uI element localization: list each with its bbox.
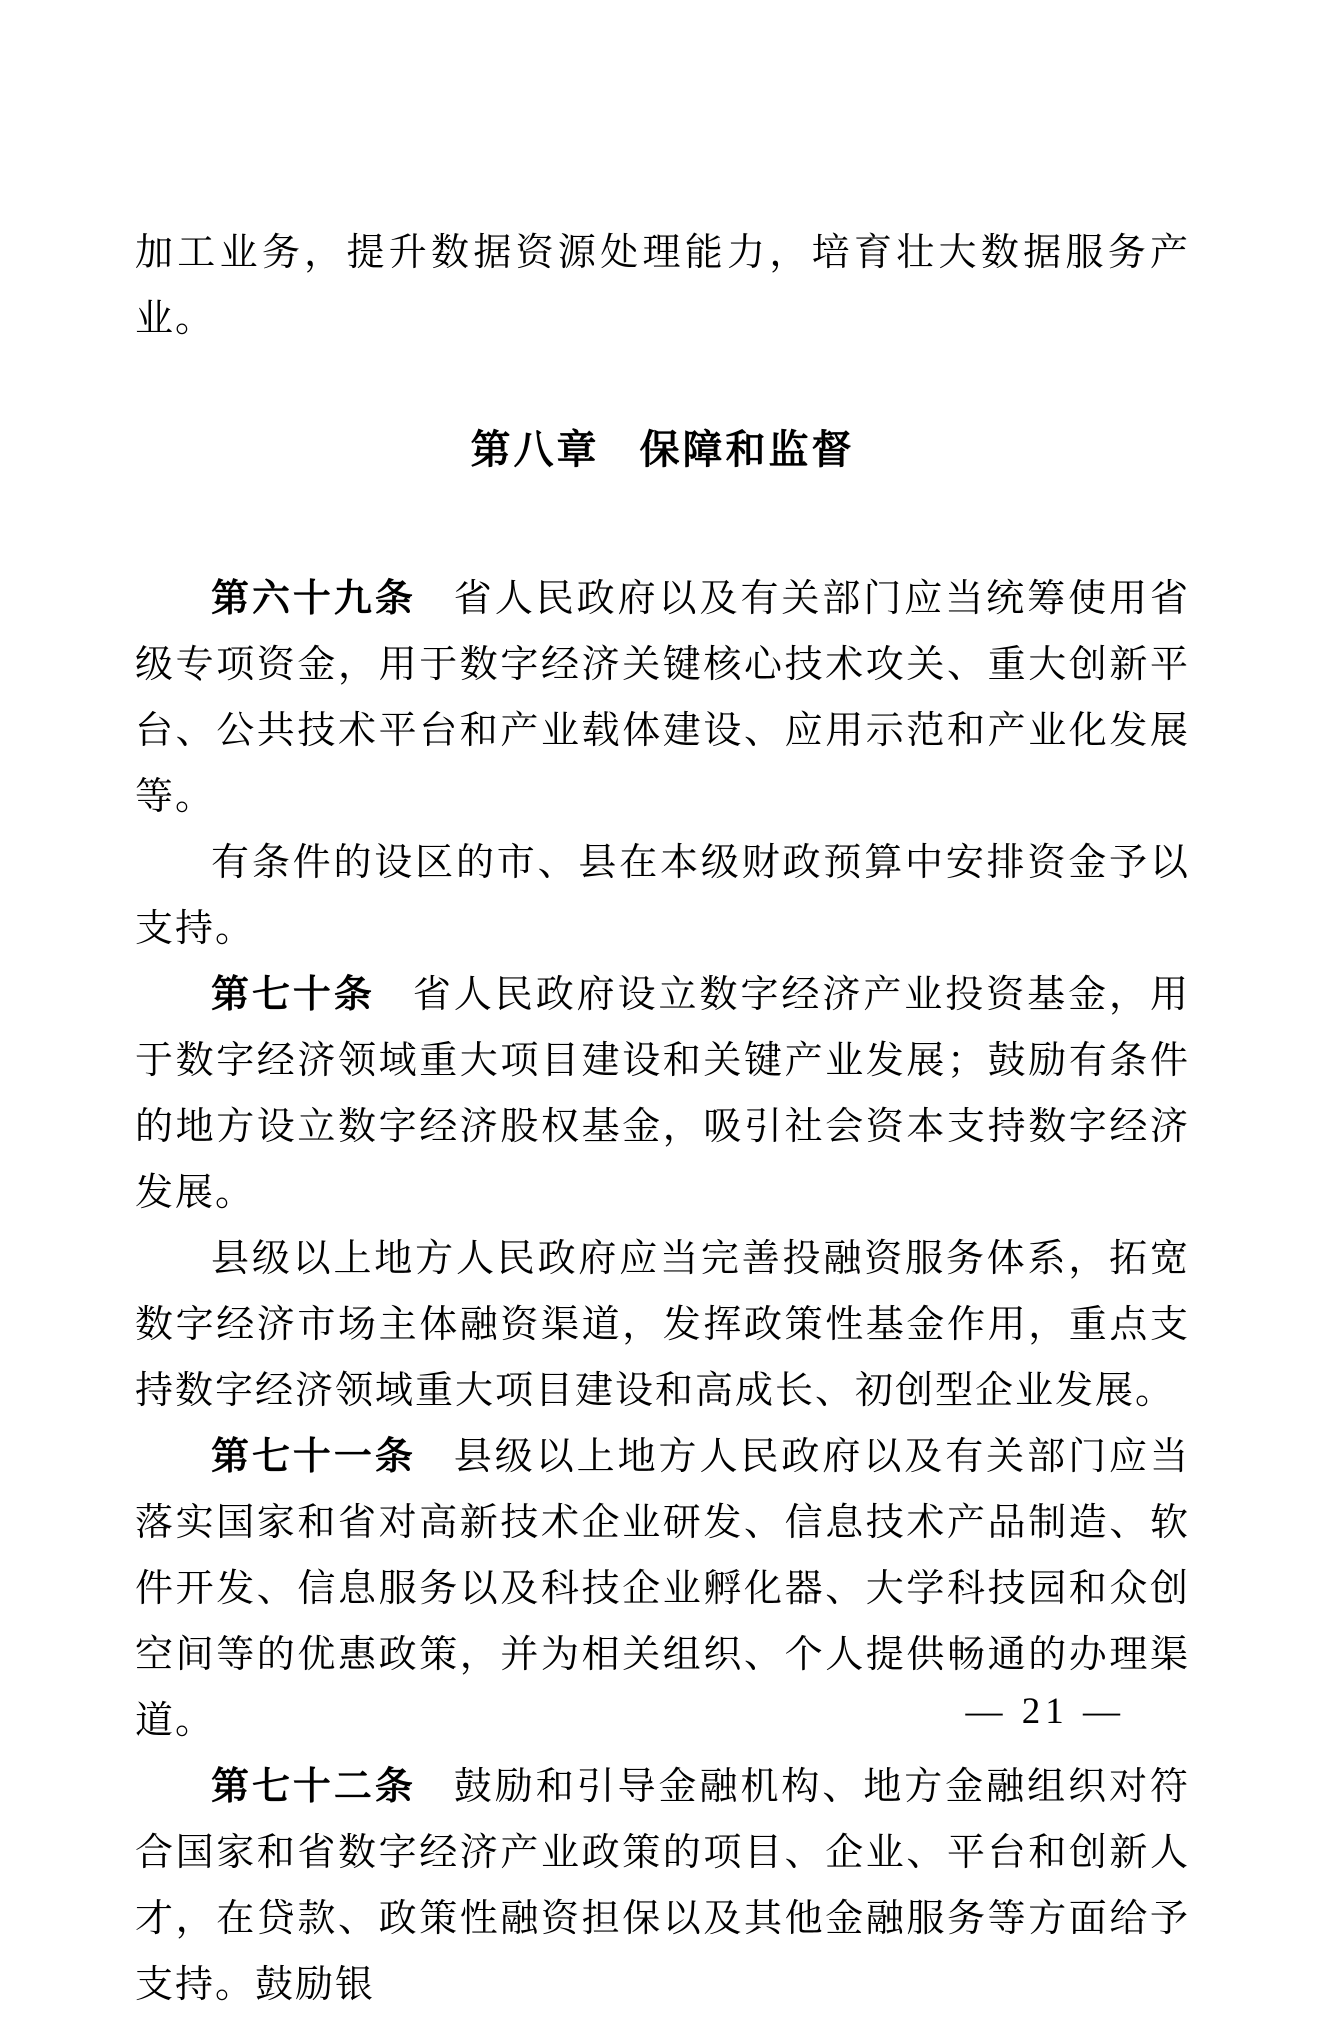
article-paragraph [135, 566, 1190, 830]
article-text: 县级以上地方人民政府以及有关部门应当落实国家和省对高新技术企业研发、信息技术产品制造、软件开发、信息服务以及科技企业孵化器、大学科技园和众创空间等的优惠政策，并为相关组织、个人提供畅通的办理渠道。 [135, 1436, 1190, 1742]
article-text: 省人民政府设立数字经济产业投资基金，用于数字经济领域重大项目建设和关键产业发展；鼓励有条件的地方设立数字经济股权基金，吸引社会资本支持数字经济发展。 [135, 974, 1190, 1214]
article-paragraph [135, 962, 1190, 1226]
page-number: — 21 — [965, 1691, 1125, 1732]
article-paragraph [135, 1754, 1190, 2018]
article-paragraph: 县级以上地方人民政府应当完善投融资服务体系，拓宽数字经济市场主体融资渠道，发挥政策性基金作用，重点支持数字经济领域重大项目建设和高成长、初创型企业发展。 [135, 1238, 1190, 1412]
article-label: 第七十一条 [211, 1436, 416, 1478]
article-label: 第六十九条 [211, 578, 416, 620]
article-text: 省人民政府以及有关部门应当统筹使用省级专项资金，用于数字经济关键核心技术攻关、重大创新平台、公共技术平台和产业载体建设、应用示范和产业化发展等。 [135, 578, 1190, 818]
article-paragraph: 有条件的设区的市、县在本级财政预算中安排资金予以支持。 [135, 842, 1190, 950]
article-label: 第七十二条 [211, 1766, 416, 1808]
article-text: 鼓励和引导金融机构、地方金融组织对符合国家和省数字经济产业政策的项目、企业、平台和创新人才，在贷款、政策性融资担保以及其他金融服务等方面给予支持。鼓励银 [135, 1766, 1190, 2006]
document-body [135, 220, 1190, 2018]
chapter-number: 第八章 [470, 428, 600, 472]
article-label: 第七十条 [211, 974, 375, 1016]
chapter-title: 保障和监督 [639, 428, 855, 472]
paragraph-continuation: 加工业务，提升数据资源处理能力，培育壮大数据服务产业。 [135, 232, 1190, 340]
chapter-heading [135, 422, 1190, 478]
